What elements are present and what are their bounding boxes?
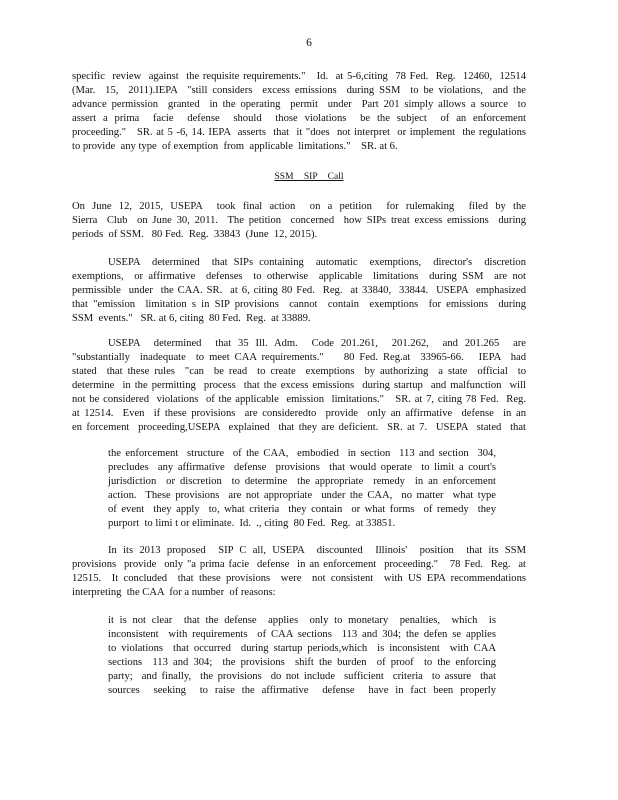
- paragraph-illinois-rules: [72, 337, 526, 435]
- text-line: periods of SSM. 80 Fed. Reg. 33843 (June 12, 2015).: [72, 229, 318, 240]
- text-line: of event they apply to, what criteria they contain or what forms of remedy they: [108, 504, 496, 515]
- paragraph-review-requirements: [72, 70, 526, 154]
- text-line: to provide any type of exemption from applicable limitations." SR. at 6.: [72, 141, 398, 152]
- text-line: In its 2013 proposed SIP C all, USEPA discounted Illinois' position that its SSM: [108, 545, 526, 556]
- text-line: purport to limi t or eliminate. Id. ., citing 80 Fed. Reg. at 33851.: [108, 518, 396, 529]
- text-line: advance permission granted in the operating permit under Part 201 simply allows a source to: [72, 99, 526, 110]
- text-line: "substantially inadequate to meet CAA requirements." 80 Fed. Reg.at 33965-66. IEPA had: [72, 352, 526, 363]
- paragraph-usepa-determined-sips: [72, 256, 526, 326]
- text-line: stated that these rules "can be read to create exemptions by authorizing a state official to: [72, 366, 526, 377]
- text-line: Sierra Club on June 30, 2011. The petition concerned how SIPs treat excess emissions during: [72, 215, 526, 226]
- text-line: specific review against the requisite requirements." Id. at 5-6,citing 78 Fed. Reg. 12460, 12514: [72, 71, 526, 82]
- section-heading: SSM SIP Call: [274, 172, 344, 182]
- block-quote-enforcement-structure: [108, 447, 496, 531]
- text-line: exemptions, or affirmative defenses to otherwise applicable limitations during SSM are not: [72, 271, 526, 282]
- text-line: (Mar. 15, 2011).IEPA "still considers excess emissions during SSM to be violations, and the: [72, 85, 526, 96]
- text-line: 12515. It concluded that these provisions were not consistent with US EPA recommendations: [72, 573, 526, 584]
- page-number: 6: [306, 37, 312, 49]
- text-line: it is not clear that the defense applies only to monetary penalties, which is: [108, 615, 496, 626]
- text-line: USEPA determined that SIPs containing automatic exemptions, director's discretion: [108, 257, 526, 268]
- text-line: sources seeking to raise the affirmative defense have in fact been properly: [108, 685, 496, 696]
- text-line: jurisdiction or discretion to determine the appropriate remedy in an enforcement: [108, 476, 496, 487]
- paragraph-final-action: [72, 200, 526, 242]
- text-line: permissible under the CAA. SR. at 6, citing 80 Fed. Reg. at 33840, 33844. USEPA emphasized: [72, 285, 526, 296]
- text-line: proceeding." SR. at 5 -6, 14. IEPA asserts that it "does not interpret or implement the regulations: [72, 127, 526, 138]
- text-line: SSM events." SR. at 6, citing 80 Fed. Reg. at 33889.: [72, 313, 311, 324]
- text-line: en forcement proceeding,USEPA explained that they are deficient. SR. at 7. USEPA stated that: [72, 422, 526, 433]
- text-line: precludes any affirmative defense provisions that would operate to limit a court's: [108, 462, 496, 473]
- text-line: USEPA determined that 35 Ill. Adm. Code 201.261, 201.262, and 201.265 are: [108, 338, 526, 349]
- text-line: that "emission limitation s in SIP provisions cannot contain exemptions for emissions during: [72, 299, 526, 310]
- text-line: provisions provide only "a prima facie defense in an enforcement proceeding." 78 Fed. Reg. at: [72, 559, 526, 570]
- block-quote-reasons: [108, 614, 496, 698]
- text-line: not be considered violations of the applicable emission limitations." SR. at 7, citing 78 Fed. Reg.: [72, 394, 526, 405]
- text-line: to violations that occurred during startup periods,which is inconsistent with CAA: [108, 643, 496, 654]
- text-line: at 12514. Even if these provisions are consideredto provide only an affirmative defense in an: [72, 408, 526, 419]
- text-line: sections 113 and 304; the provisions shift the burden of proof to the enforcing: [108, 657, 496, 668]
- text-line: action. These provisions are not appropriate under the CAA, no matter what type: [108, 490, 496, 501]
- text-line: On June 12, 2015, USEPA took final action on a petition for rulemaking filed by the: [72, 201, 526, 212]
- text-line: interpreting the CAA for a number of reasons:: [72, 587, 276, 598]
- text-line: the enforcement structure of the CAA, embodied in section 113 and section 304,: [108, 448, 496, 459]
- text-line: inconsistent with requirements of CAA sections 113 and 304; the defen se applies: [108, 629, 496, 640]
- text-line: determine in the permitting process that the excess emissions during startup and malfunction will: [72, 380, 526, 391]
- paragraph-sip-call-2013: [72, 544, 526, 600]
- text-line: assert a prima facie defense should those violations be the subject of an enforcement: [72, 113, 526, 124]
- text-line: party; and finally, the provisions do not include sufficient criteria to assure that: [108, 671, 496, 682]
